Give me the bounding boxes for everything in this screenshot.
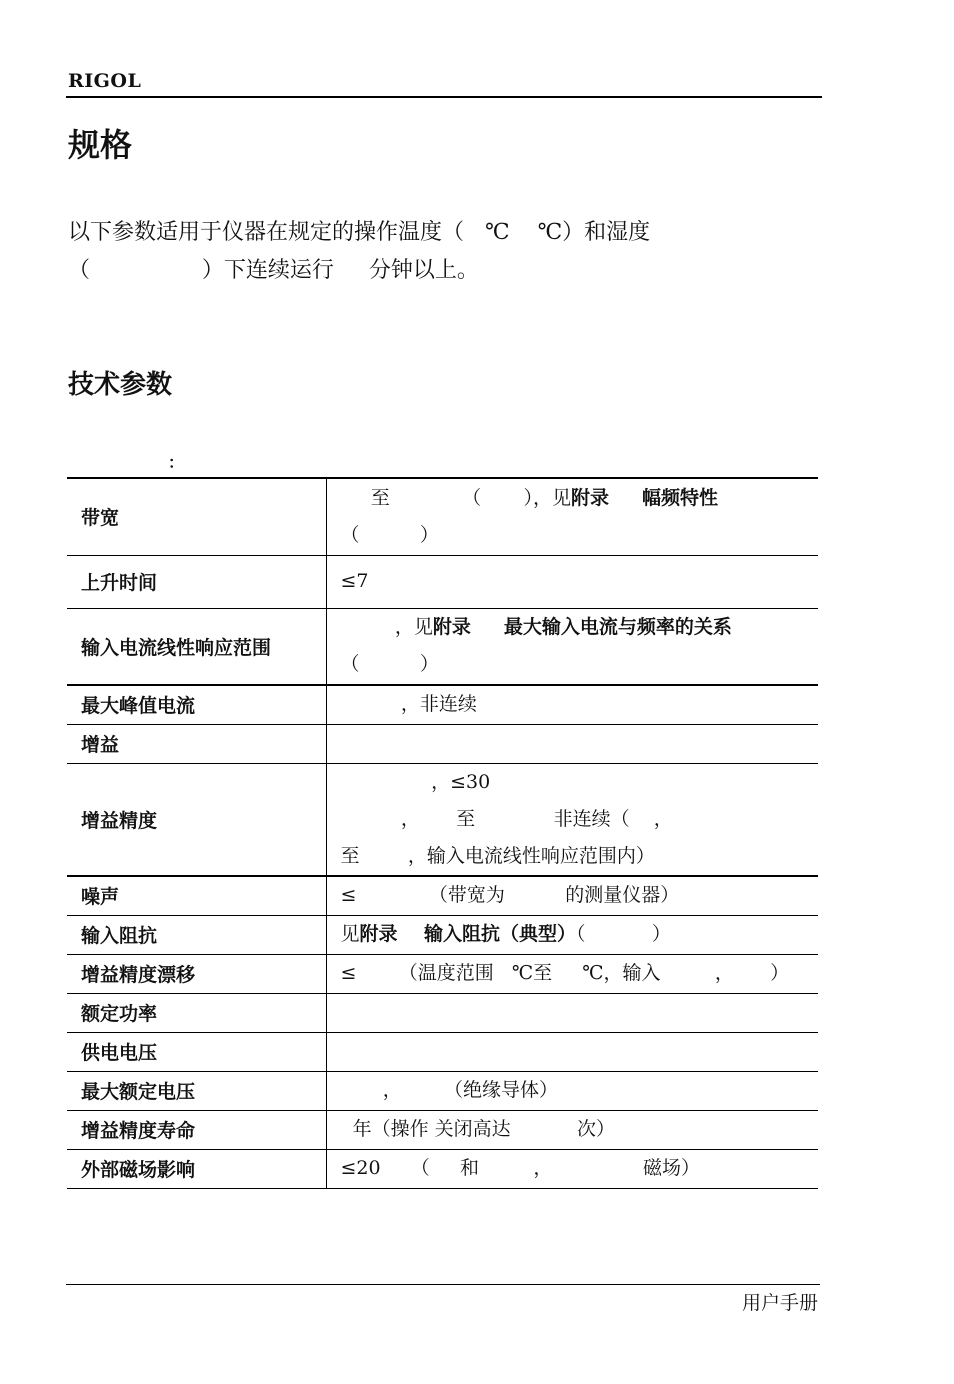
spec-value-text: ，非连续: [340, 693, 477, 716]
spec-value-text: （ ）: [575, 923, 671, 945]
spec-label: 上升时间: [67, 555, 326, 608]
spec-value: [326, 685, 818, 724]
spec-row: [67, 993, 818, 1032]
spec-row: [67, 555, 818, 608]
spec-value-text: （ ）: [340, 523, 439, 546]
footer-rule: [66, 1284, 820, 1285]
spec-value: [326, 954, 818, 993]
spec-value-text: 年（操作 关闭高达 次）: [340, 1118, 616, 1140]
header-rule: [66, 96, 822, 98]
spec-value: [326, 993, 818, 1032]
spec-value: [326, 478, 818, 555]
section-title: 技术参数: [68, 370, 173, 400]
spec-value: [326, 1071, 818, 1110]
spec-value-text: ，见: [340, 616, 433, 639]
spec-label: 输入阻抗: [67, 915, 326, 954]
spec-value-line: [341, 764, 819, 801]
spec-label: 额定功率: [67, 993, 326, 1032]
spec-table: [67, 477, 818, 1189]
spec-table-body: [67, 478, 818, 1188]
spec-value: [326, 1149, 818, 1188]
spec-value-line: [341, 838, 819, 875]
spec-value-line: [341, 877, 819, 914]
spec-value: [326, 1110, 818, 1149]
spec-value-text: ， （绝缘导体）: [340, 1079, 559, 1101]
brand-logo: RIGOL: [68, 70, 142, 92]
spec-value: [326, 555, 818, 608]
spec-value-text: ≤20 （ 和 ， 磁场）: [340, 1157, 700, 1179]
spec-row: [67, 876, 818, 915]
spec-label: 最大峰值电流: [67, 685, 326, 724]
intro-paragraph: [68, 214, 818, 290]
spec-row: [67, 1110, 818, 1149]
spec-label: 输入电流线性响应范围: [67, 608, 326, 685]
spec-value-text: 至 （ ），见: [340, 486, 571, 509]
spec-value-text: ，≤30: [340, 770, 491, 793]
model-label-colon: ：: [168, 453, 185, 472]
spec-value-text: ≤ （温度范围 ℃至 ℃，输入 ， ）: [340, 962, 790, 984]
spec-row: [67, 1032, 818, 1071]
page-title: 规格: [68, 126, 133, 164]
spec-value-line: [341, 916, 819, 953]
spec-value-reference: 附录 最大输入电流与频率的关系: [432, 616, 732, 639]
spec-value-text: 见: [340, 923, 360, 945]
spec-label: 供电电压: [67, 1032, 326, 1071]
intro-line-2: （ ）下连续运行 分钟以上。: [68, 258, 479, 283]
spec-value-line: [341, 480, 819, 517]
spec-value-line: [341, 1072, 819, 1109]
spec-value-line: [341, 1150, 819, 1187]
spec-row: [67, 1149, 818, 1188]
spec-value-line: [341, 1111, 819, 1148]
spec-label: 增益: [67, 724, 326, 763]
spec-label: 增益精度寿命: [67, 1110, 326, 1149]
spec-value-text: （ ）: [340, 653, 439, 676]
spec-value: [326, 915, 818, 954]
spec-row: [67, 685, 818, 724]
spec-value-line: [341, 517, 819, 554]
footer-text: 用户手册: [741, 1292, 818, 1314]
spec-value-text: ≤7: [340, 570, 369, 592]
spec-row: [67, 915, 818, 954]
spec-value-line: [341, 955, 819, 992]
spec-value-reference: 附录 幅频特性: [570, 486, 719, 509]
spec-value-line: [341, 686, 819, 723]
spec-row: [67, 724, 818, 763]
spec-label: 增益精度漂移: [67, 954, 326, 993]
spec-row: [67, 608, 818, 685]
spec-row: [67, 954, 818, 993]
spec-value-line: [341, 646, 819, 683]
spec-value: [326, 608, 818, 685]
spec-value-line: [341, 609, 819, 646]
spec-label: 带宽: [67, 478, 326, 555]
spec-label: 最大额定电压: [67, 1071, 326, 1110]
spec-label: 外部磁场影响: [67, 1149, 326, 1188]
spec-row: [67, 763, 818, 876]
spec-label: 噪声: [67, 876, 326, 915]
spec-row: [67, 1071, 818, 1110]
spec-value-line: [341, 801, 819, 838]
spec-value-text: 至 ，输入电流线性响应范围内）: [340, 844, 655, 867]
spec-row: [67, 478, 818, 555]
intro-line-1: 以下参数适用于仪器在规定的操作温度（ ℃ ℃）和湿度: [68, 220, 651, 245]
spec-value: [326, 724, 818, 763]
spec-label: 增益精度: [67, 763, 326, 876]
spec-value: [326, 763, 818, 876]
spec-value: [326, 1032, 818, 1071]
spec-value-line: [341, 563, 819, 600]
spec-value-reference: 附录 输入阻抗（典型）: [359, 923, 576, 945]
spec-value-text: ， 至 非连续（ ，: [340, 807, 673, 830]
spec-value: [326, 876, 818, 915]
spec-value-text: ≤ （带宽为 的测量仪器）: [340, 884, 680, 907]
